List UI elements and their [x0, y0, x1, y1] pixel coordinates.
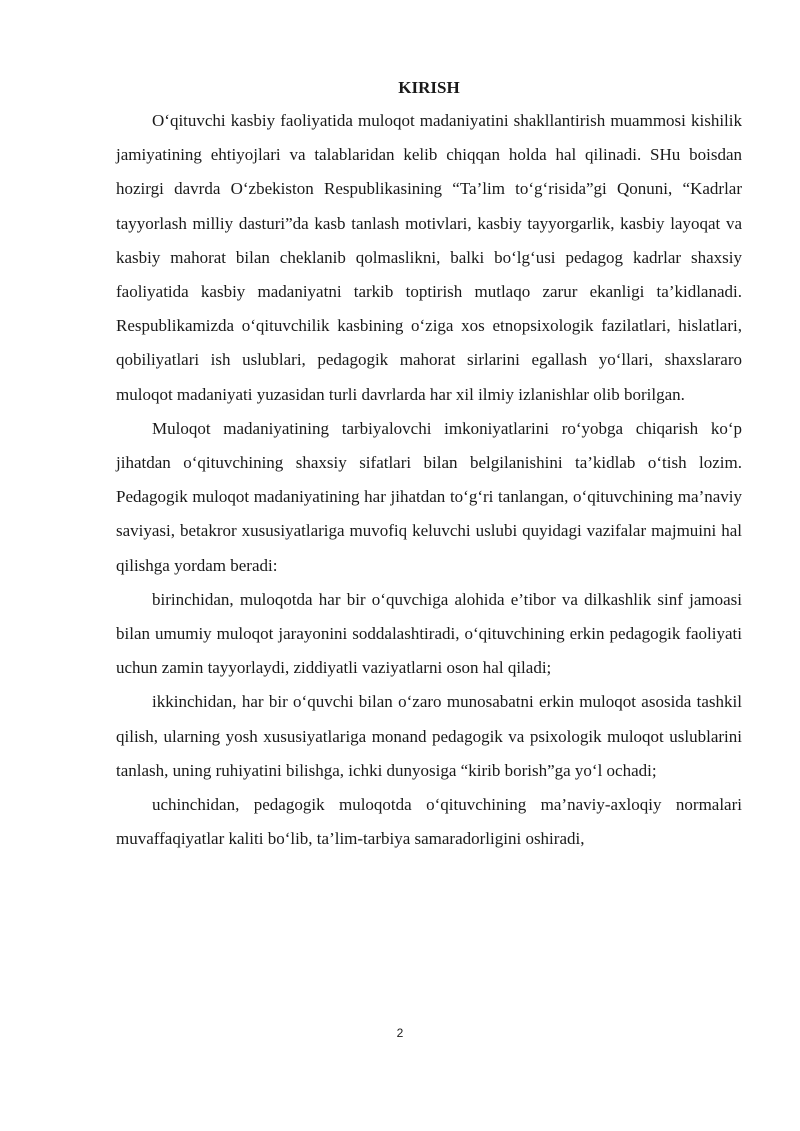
- paragraph-second: ikkinchidan, har bir o‘quvchi bilan o‘zaro munosabatni erkin muloqot asosida tashkil qilish, ularning yosh xususiyatlariga monand pedagogik va psixologik muloqot uslublarini tanlash, uning ruhiyatini bilishga, ichki dunyosiga “kirib borish”ga yo‘l ochadi;: [116, 692, 742, 780]
- paragraph-third: uchinchidan, pedagogik muloqotda o‘qituvchining ma’naviy-axloqiy normalari muvaffaqiyatlar kaliti bo‘lib, ta’lim-tarbiya samaradorligini oshiradi,: [116, 795, 742, 849]
- paragraph-communication-culture: Muloqot madaniyatining tarbiyalovchi imkoniyatlarini ro‘yobga chiqarish ko‘p jihatdan o‘qituvchining shaxsiy sifatlari bilan belgilanishini ta’kidlab o‘tish lozim. Pedagogik muloqot madaniyatining har jihatdan to‘g‘ri tanlangan, o‘qituvchining ma’naviy saviyasi, betakror xususiyatlariga muvofiq keluvchi uslubi quyidagi vazifalar majmuini hal qilishga yordam beradi:: [116, 418, 742, 575]
- paragraph-intro: O‘qituvchi kasbiy faoliyatida muloqot madaniyatini shakllantirish muammosi kishilik jamiyatining ehtiyojlari va talablaridan kelib chiqqan holda hal qilinadi. SHu boisdan hozirgi davrda O‘zbekiston Respublikasining “Ta’lim to‘g‘risida”gi Qonuni, “Kadrlar tayyorlash milliy dasturi”da kasb tanlash motivlari, kasbiy tayyorgarlik, kasbiy layoqat va kasbiy mahorat bilan cheklanib qolmaslikni, balki bo‘lg‘usi pedagog kadrlar shaxsiy faoliyatida kasbiy madaniyatni tarkib toptirish mutlaqo zarur ekanligi ta’kidlanadi. Respublikamizda o‘qituvchilik kasbining o‘ziga xos etnopsixologik fazilatlari, hislatlari, qobiliyatlari ish uslublari, pedagogik mahorat sirlarini egallash yo‘llari, shaxslararo muloqot madaniyati yuzasidan turli davrlarda har xil ilmiy izlanishlar olib borilgan.: [116, 111, 742, 404]
- page-content: [116, 76, 742, 856]
- paragraph-first: birinchidan, muloqotda har bir o‘quvchiga alohida e’tibor va dilkashlik sinf jamoasi bilan umumiy muloqot jarayonini soddalashtiradi, o‘qituvchining erkin pedagogik faoliyati uchun zamin tayyorlaydi, ziddiyatli vaziyatlarni oson hal qiladi;: [116, 589, 742, 678]
- section-heading: KIRISH: [398, 78, 460, 97]
- page-number: 2: [396, 1026, 404, 1040]
